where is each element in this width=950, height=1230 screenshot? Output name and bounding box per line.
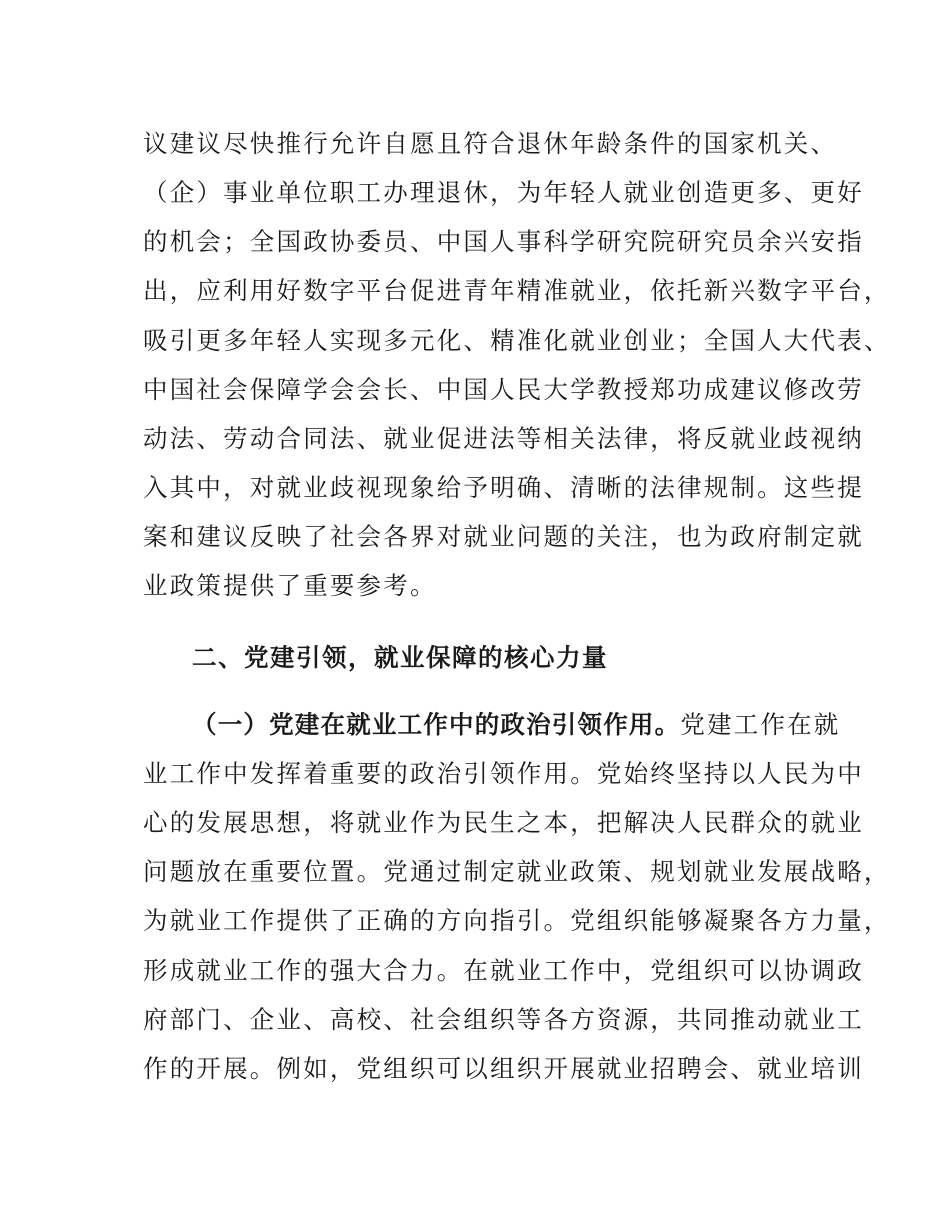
paragraph-1-line-9: 案和建议反映了社会各界对就业问题的关注，也为政府制定就 [143,522,864,551]
paragraph-2-lead-bold: （一）党建在就业工作中的政治引领作用。 [192,710,681,739]
paragraph-2-line-7: 府部门、企业、高校、社会组织等各方资源，共同推动就业工 [143,1005,864,1034]
paragraph-1-line-3: 的机会；全国政协委员、中国人事科学研究院研究员余兴安指 [143,227,864,256]
paragraph-1-line-6: 中国社会保障学会会长、中国人民大学教授郑功成建议修改劳 [143,375,864,404]
paragraph-1-line-5: 吸引更多年轻人实现多元化、精准化就业创业；全国人大代表、 [143,326,891,355]
paragraph-1-line-4: 出，应利用好数字平台促进青年精准就业，依托新兴数字平台， [143,276,891,305]
paragraph-1-line-7: 动法、劳动合同法、就业促进法等相关法律，将反就业歧视纳 [143,424,864,453]
paragraph-2-lead-rest: 党建工作在就 [680,710,841,739]
paragraph-2-line-1 [192,708,872,742]
paragraph-2-line-2: 业工作中发挥着重要的政治引领作用。党始终坚持以人民为中 [143,759,864,788]
paragraph-2-line-6: 形成就业工作的强大合力。在就业工作中，党组织可以协调政 [143,956,864,985]
paragraph-2-line-3: 心的发展思想，将就业作为民生之本，把解决人民群众的就业 [143,808,864,837]
paragraph-1-line-2: （企）事业单位职工办理退休，为年轻人就业创造更多、更好 [143,178,864,207]
paragraph-2-line-4: 问题放在重要位置。党通过制定就业政策、规划就业发展战略， [143,857,891,886]
paragraph-2-line-8: 作的开展。例如，党组织可以组织开展就业招聘会、就业培训 [143,1054,864,1083]
paragraph-1-line-8: 入其中，对就业歧视现象给予明确、清晰的法律规制。这些提 [143,473,864,502]
section-2-heading: 二、党建引领，就业保障的核心力量 [192,643,608,672]
paragraph-1-line-1: 议建议尽快推行允许自愿且符合退休年龄条件的国家机关、 [143,129,838,158]
paragraph-2-line-5: 为就业工作提供了正确的方向指引。党组织能够凝聚各方力量， [143,906,891,935]
paragraph-1-line-10: 业政策提供了重要参考。 [143,571,437,600]
